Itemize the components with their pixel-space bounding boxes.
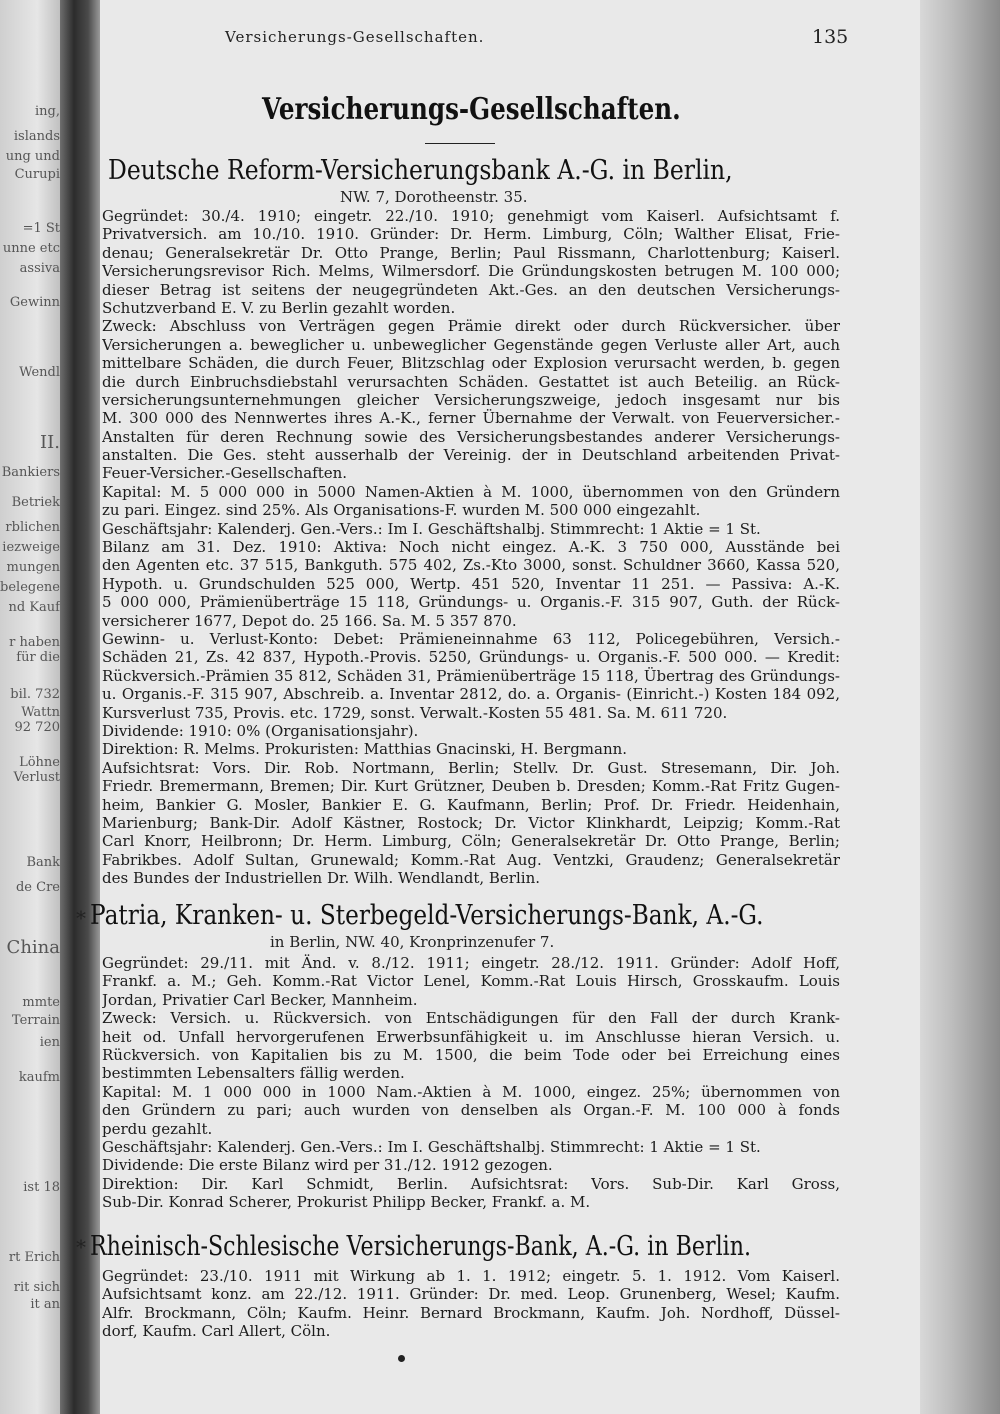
page-edge — [920, 0, 1000, 1414]
text-line: Fabrikbes. Adolf Sultan, Grunewald; Komm.-Rat Aug. Ventzki, Graudenz; Generalsekretär — [102, 850, 840, 869]
text-line: heit od. Unfall hervorgerufenen Erwerbsunfähigkeit u. im Anschlusse hieran Versich. u. — [102, 1027, 840, 1046]
text-line: Zweck: Versich. u. Rückversich. von Entschädigungen für den Fall der durch Krank- — [102, 1009, 840, 1028]
adjacent-page-text-fragment: Gewinn — [9, 295, 60, 310]
adjacent-page-text-fragment: Curupi — [14, 167, 60, 182]
adjacent-page-text-fragment: mmte — [22, 995, 60, 1010]
text-line: Versicherungen a. beweglicher u. unbeweglicher Gegenstände gegen Verluste aller Art, auch — [102, 335, 840, 354]
text-line: Frankf. a. M.; Geh. Komm.-Rat Victor Lenel, Komm.-Rat Louis Hirsch, Grosskaufm. Louis — [102, 972, 840, 991]
adjacent-page-text-fragment: für die — [16, 650, 60, 665]
adjacent-page-text-fragment: mungen — [6, 560, 60, 575]
text-line: Bilanz am 31. Dez. 1910: Aktiva: Noch nicht eingez. A.-K. 3 750 000, Ausstände bei — [102, 538, 840, 557]
adjacent-page-strip — [0, 0, 62, 1414]
text-line: Alfr. Brockmann, Cöln; Kaufm. Heinr. Bernard Brockmann, Kaufm. Joh. Nordhoff, Düssel- — [102, 1303, 840, 1322]
adjacent-page-text-fragment: Betriek — [11, 495, 60, 510]
company-title: Deutsche Reform-Versicherungsbank A.-G. in Berlin, — [108, 155, 733, 186]
text-line: versicherungsunternehmungen gleicher Versicherungszweige, jedoch insgesamt nur bis — [102, 390, 840, 409]
adjacent-page-text-fragment: unne etc — [2, 241, 60, 256]
text-line: u. Organis.-F. 315 907, Abschreib. a. Inventar 2812, do. a. Organis- (Einricht.-) Kosten 184 092, — [102, 685, 840, 704]
adjacent-page-text-fragment: it an — [30, 1297, 60, 1312]
adjacent-page-text-fragment: kaufm — [18, 1070, 60, 1085]
adjacent-page-text-fragment: China — [6, 937, 60, 958]
text-line: Carl Knorr, Heilbronn; Dr. Herm. Limburg, Cöln; Generalsekretär Dr. Otto Prange, Berlin; — [102, 832, 840, 851]
adjacent-page-text-fragment: assiva — [19, 261, 60, 276]
text-line: zu pari. Eingez. sind 25%. Als Organisations-F. wurden M. 500 000 eingezahlt. — [102, 501, 701, 520]
text-line: Aufsichtsrat: Vors. Dir. Rob. Nortmann, Berlin; Stellv. Dr. Gust. Stresemann, Dir. Joh. — [102, 758, 840, 777]
section-title: Versicherungs-Gesellschaften. — [262, 92, 681, 127]
text-line: versicherer 1677, Depot do. 25 166. Sa. M. 5 357 870. — [102, 611, 517, 630]
adjacent-page-text-fragment: de Cre — [15, 880, 60, 895]
adjacent-page-text-fragment: iezweige — [2, 540, 60, 555]
text-line: Aufsichtsamt konz. am 22./12. 1911. Gründer: Dr. med. Leop. Grunenberg, Wesel; Kaufm. — [102, 1285, 840, 1304]
adjacent-page-text-fragment: Bankiers — [1, 465, 60, 480]
text-line: die durch Einbruchsdiebstahl verursachten Schäden. Gestattet ist auch Beteilig. an Rück- — [102, 372, 840, 391]
text-line: Direktion: Dir. Karl Schmidt, Berlin. Aufsichtsrat: Vors. Sub-Dir. Karl Gross, — [102, 1174, 840, 1193]
adjacent-page-text-fragment: islands — [13, 129, 60, 144]
adjacent-page-text-fragment: r haben — [9, 635, 60, 650]
text-line: Privatversich. am 10./10. 1910. Gründer: Dr. Herm. Limburg, Cöln; Walther Elisat, Frie- — [102, 225, 840, 244]
text-line: M. 300 000 des Nennwertes ihres A.-K., ferner Übernahme der Verwalt. von Feuerversicher.- — [102, 409, 840, 428]
text-line: Rückversich.-Prämien 35 812, Schäden 31, Prämienüberträge 15 118, Übertrag des Gründungs- — [102, 666, 840, 685]
text-line: Kapital: M. 5 000 000 in 5000 Namen-Aktien à M. 1000, übernommen von den Gründern — [102, 482, 840, 501]
adjacent-page-text-fragment: rblichen — [5, 520, 60, 535]
adjacent-page-text-fragment: ist 18 — [23, 1180, 60, 1195]
text-line: Friedr. Bremermann, Bremen; Dir. Kurt Grützner, Deuben b. Dresden; Komm.-Rat Fritz Gugen- — [102, 777, 840, 796]
text-line: 5 000 000, Prämienüberträge 15 118, Gründungs- u. Organis.-F. 315 907, Guth. der Rück- — [102, 593, 840, 612]
company-title: Patria, Kranken- u. Sterbegeld-Versicherungs-Bank, A.-G. — [90, 900, 764, 931]
adjacent-page-text-fragment: belegene — [0, 580, 60, 595]
text-line: Schäden 21, Zs. 42 837, Hypoth.-Provis. 5250, Gründungs- u. Organis.-F. 500 000. — Kredit: — [102, 648, 840, 667]
adjacent-page-text-fragment: ung und — [5, 149, 60, 164]
text-line: den Gründern zu pari; auch wurden von denselben als Organ.-F. M. 100 000 à fonds — [102, 1101, 840, 1120]
adjacent-page-text-fragment: Löhne — [19, 755, 60, 770]
text-line: Geschäftsjahr: Kalenderj. Gen.-Vers.: Im I. Geschäftshalbj. Stimmrecht: 1 Aktie = 1 St. — [102, 519, 761, 538]
text-line: den Agenten etc. 37 515, Bankguth. 575 402, Zs.-Kto 3000, sonst. Schuldner 3660, Kassa 520, — [102, 556, 840, 575]
text-line: Anstalten für deren Rechnung sowie des Versicherungsbestandes anderer Versicherungs- — [102, 427, 840, 446]
adjacent-page-text-fragment: rt Erich — [8, 1250, 60, 1265]
text-line: Gewinn- u. Verlust-Konto: Debet: Prämieneinnahme 63 112, Policegebühren, Versich.- — [102, 629, 840, 648]
text-line: mittelbare Schäden, die durch Feuer, Blitzschlag oder Explosion verursacht werden, b. gegen — [102, 354, 840, 373]
text-line: des Bundes der Industriellen Dr. Wilh. Wendlandt, Berlin. — [102, 869, 540, 888]
text-line: Dividende: Die erste Bilanz wird per 31./12. 1912 gezogen. — [102, 1156, 553, 1175]
text-line: Schutzverband E. V. zu Berlin gezahlt worden. — [102, 298, 456, 317]
title-rule — [425, 143, 495, 144]
text-line: Marienburg; Bank-Dir. Adolf Kästner, Rostock; Dr. Victor Klinkhardt, Leipzig; Komm.-Rat — [102, 813, 840, 832]
page-number: 135 — [812, 26, 849, 48]
adjacent-page-text-fragment: ien — [39, 1035, 60, 1050]
text-line: heim, Bankier G. Mosler, Bankier E. G. Kaufmann, Berlin; Prof. Dr. Friedr. Heidenhain, — [102, 795, 840, 814]
adjacent-page-text-fragment: Terrain — [11, 1013, 60, 1028]
adjacent-page-text-fragment: II. — [40, 432, 60, 453]
text-line: Sub-Dir. Konrad Scherer, Prokurist Philipp Becker, Frankf. a. M. — [102, 1193, 591, 1212]
text-line: Hypoth. u. Grundschulden 525 000, Wertp. 451 520, Inventar 11 251. — Passiva: A.-K. — [102, 574, 840, 593]
text-line: perdu gezahlt. — [102, 1119, 213, 1138]
adjacent-page-text-fragment: 92 720 — [14, 720, 60, 735]
text-line: Geschäftsjahr: Kalenderj. Gen.-Vers.: Im I. Geschäftshalbj. Stimmrecht: 1 Aktie = 1 St. — [102, 1137, 761, 1156]
page-dot — [398, 1355, 405, 1362]
text-line: Direktion: R. Melms. Prokuristen: Matthias Gnacinski, H. Bergmann. — [102, 740, 628, 759]
text-line: Rückversich. von Kapitalien bis zu M. 1500, die beim Tode oder bei Erreichung eines — [102, 1045, 840, 1064]
text-line: Feuer-Versicher.-Gesellschaften. — [102, 464, 348, 483]
text-line: Gegründet: 23./10. 1911 mit Wirkung ab 1. 1. 1912; eingetr. 5. 1. 1912. Vom Kaiserl. — [102, 1267, 840, 1285]
text-line: denau; Generalsekretär Dr. Otto Prange, Berlin; Paul Rissmann, Charlottenburg; Kaiserl. — [102, 243, 840, 262]
company-entry-body — [102, 954, 840, 1211]
adjacent-page-text-fragment: nd Kauf — [8, 600, 60, 615]
adjacent-page-text-fragment: Verlust — [13, 770, 60, 785]
text-line: Gegründet: 30./4. 1910; eingetr. 22./10. 1910; genehmigt vom Kaiserl. Aufsichtsamt f. — [102, 207, 840, 225]
running-head: Versicherungs-Gesellschaften. — [225, 28, 485, 46]
text-line: Gegründet: 29./11. mit Änd. v. 8./12. 1911; eingetr. 28./12. 1911. Gründer: Adolf Hoff, — [102, 954, 840, 972]
adjacent-page-text-fragment: Bank — [26, 855, 60, 870]
text-line: Kursverlust 735, Provis. etc. 1729, sonst. Verwalt.-Kosten 55 481. Sa. M. 611 720. — [102, 703, 728, 722]
text-line: Kapital: M. 1 000 000 in 1000 Nam.-Aktien à M. 1000, eingez. 25%; übernommen von — [102, 1082, 840, 1101]
company-address: in Berlin, NW. 40, Kronprinzenufer 7. — [270, 933, 555, 951]
text-line: dorf, Kaufm. Carl Allert, Cöln. — [102, 1322, 331, 1341]
asterisk-marker: * — [76, 1235, 86, 1259]
text-line: Dividende: 1910: 0% (Organisationsjahr). — [102, 721, 419, 740]
adjacent-page-text-fragment: ing, — [35, 104, 60, 119]
book-gutter — [60, 0, 100, 1414]
asterisk-marker: * — [76, 906, 86, 930]
adjacent-page-text-fragment: Wendl — [19, 365, 60, 380]
company-entry-body — [102, 1267, 840, 1341]
text-line: anstalten. Die Ges. steht ausserhalb der Vereinig. der in Deutschland arbeitenden Privat- — [102, 446, 840, 465]
company-title: Rheinisch-Schlesische Versicherungs-Bank, A.-G. in Berlin. — [90, 1231, 752, 1262]
adjacent-page-text-fragment: rit sich — [13, 1280, 60, 1295]
text-line: dieser Betrag ist seitens der neugegründeten Akt.-Ges. an den deutschen Versicherungs- — [102, 280, 840, 299]
adjacent-page-text-fragment: bil. 732 — [10, 687, 60, 702]
company-entry-body — [102, 207, 840, 887]
text-line: Versicherungsrevisor Rich. Melms, Wilmersdorf. Die Gründungskosten betrugen M. 100 000; — [102, 262, 840, 281]
adjacent-page-text-fragment: =1 St — [22, 221, 60, 236]
adjacent-page-text-fragment: Wattn — [21, 705, 60, 720]
company-address: NW. 7, Dorotheenstr. 35. — [340, 188, 528, 206]
text-line: bestimmten Lebensalters fällig werden. — [102, 1064, 405, 1083]
text-line: Zweck: Abschluss von Verträgen gegen Prämie direkt oder durch Rückversicher. über — [102, 317, 840, 336]
text-line: Jordan, Privatier Carl Becker, Mannheim. — [102, 990, 418, 1009]
